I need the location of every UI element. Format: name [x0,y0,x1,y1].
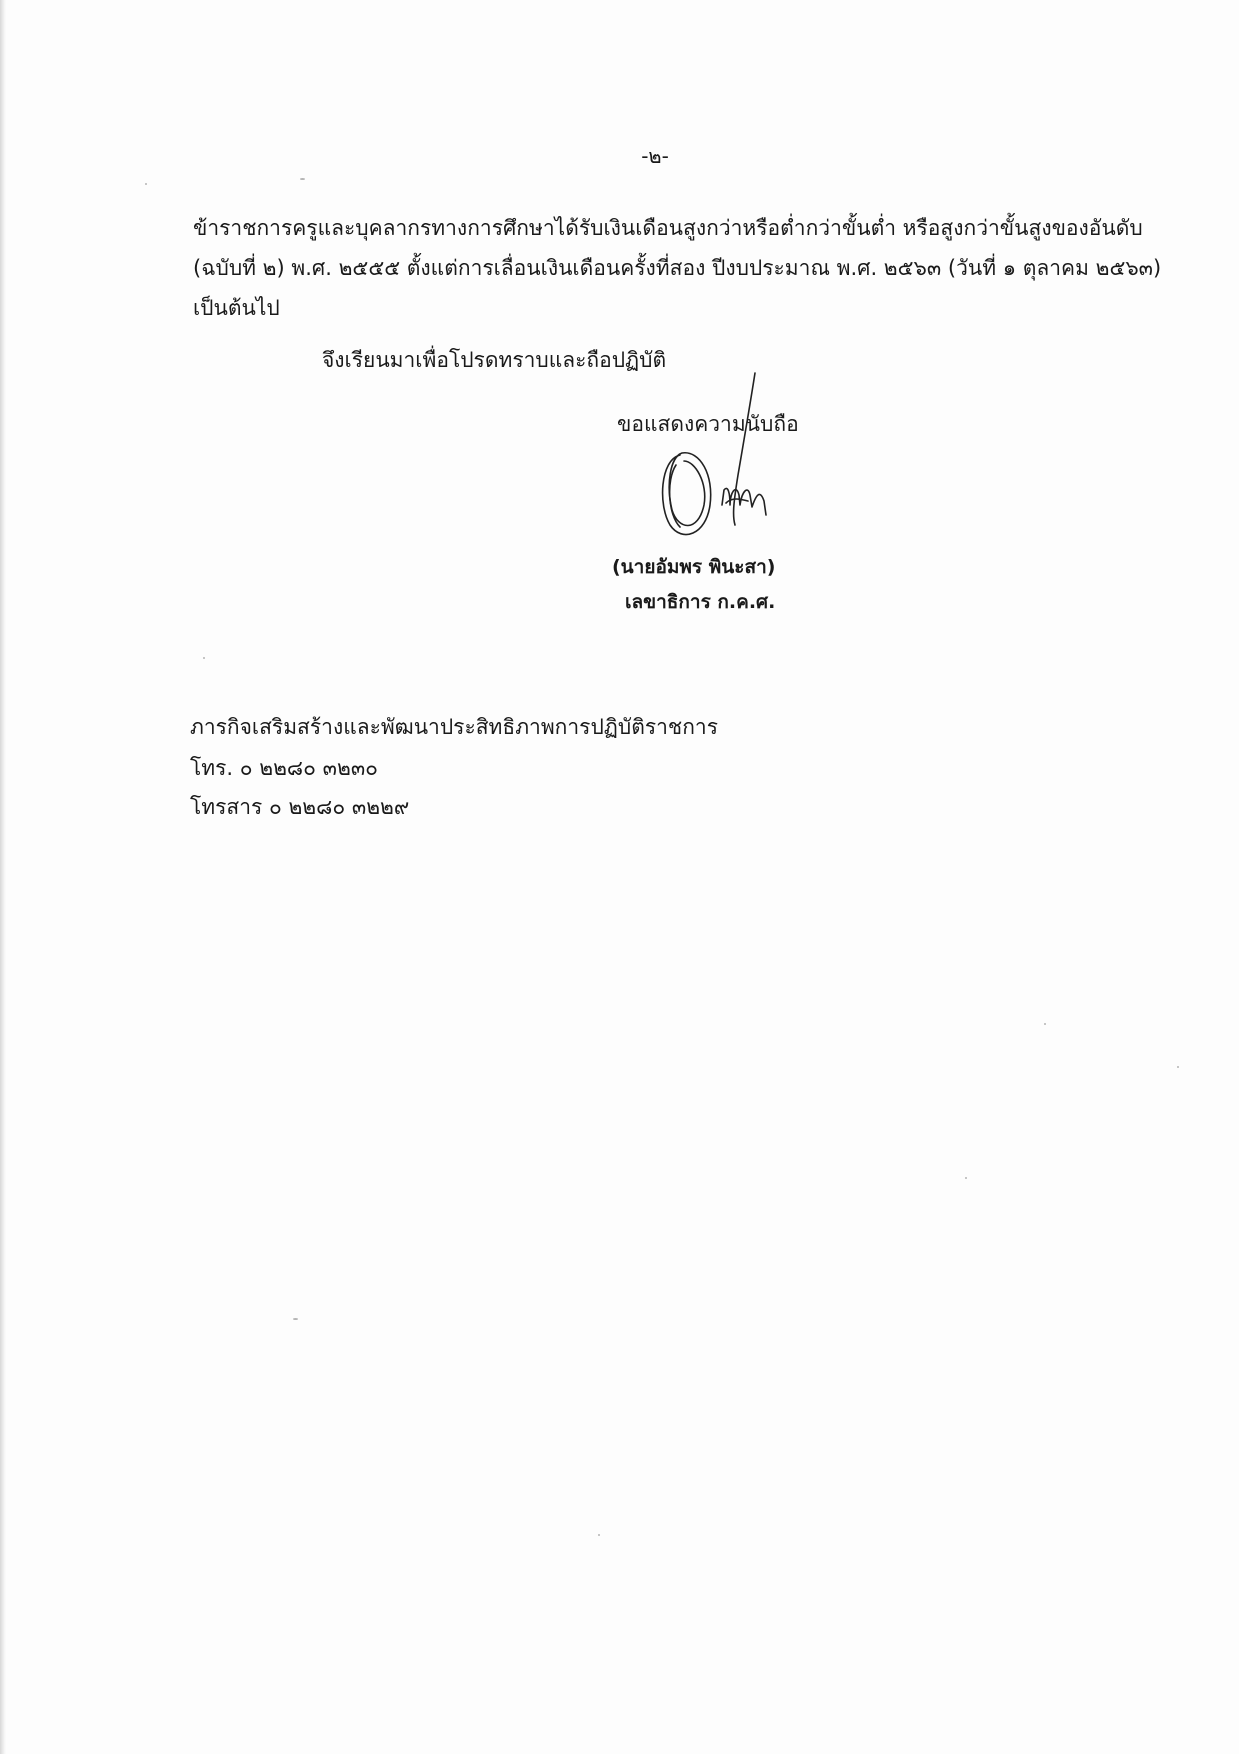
signer-title: เลขาธิการ ก.ค.ศ. [625,591,776,613]
footer-fax: โทรสาร ๐ ๒๒๘๐ ๓๒๒๙ [190,795,410,819]
body-text-line-1: ข้าราชการครูและบุคลากรทางการศึกษาได้รับเงินเดือนสูงกว่าหรือต่ำกว่าขั้นต่ำ หรือสูงกว่าขั้นสูงของอันดับ [193,216,1143,240]
complimentary-close: ขอแสดงความนับถือ [617,412,799,436]
handwritten-signature [640,365,780,545]
scan-speck [1044,1023,1046,1025]
page-number: -๒- [641,144,669,168]
scan-speck [1177,1066,1179,1068]
signer-name: (นายอัมพร พินะสา) [612,556,776,578]
scan-speck [145,183,147,185]
scan-speck [203,657,205,659]
scan-speck [300,178,305,180]
scan-speck [965,1177,967,1179]
body-text-line-2: (ฉบับที่ ๒) พ.ศ. ๒๕๕๕ ตั้งแต่การเลื่อนเงินเดือนครั้งที่สอง ปีงบประมาณ พ.ศ. ๒๕๖๓ (วันที่ ๑ ตุลาคม ๒๕๖๓) [193,256,1162,280]
body-text-line-3: เป็นต้นไป [193,296,280,320]
footer-phone: โทร. ๐ ๒๒๘๐ ๓๒๓๐ [190,756,378,780]
footer-office: ภารกิจเสริมสร้างและพัฒนาประสิทธิภาพการปฏิบัติราชการ [190,715,718,739]
scan-edge-shadow [0,0,6,1754]
closing-statement: จึงเรียนมาเพื่อโปรดทราบและถือปฏิบัติ [322,348,667,372]
scan-speck [598,1534,600,1536]
scan-speck [293,1318,298,1320]
